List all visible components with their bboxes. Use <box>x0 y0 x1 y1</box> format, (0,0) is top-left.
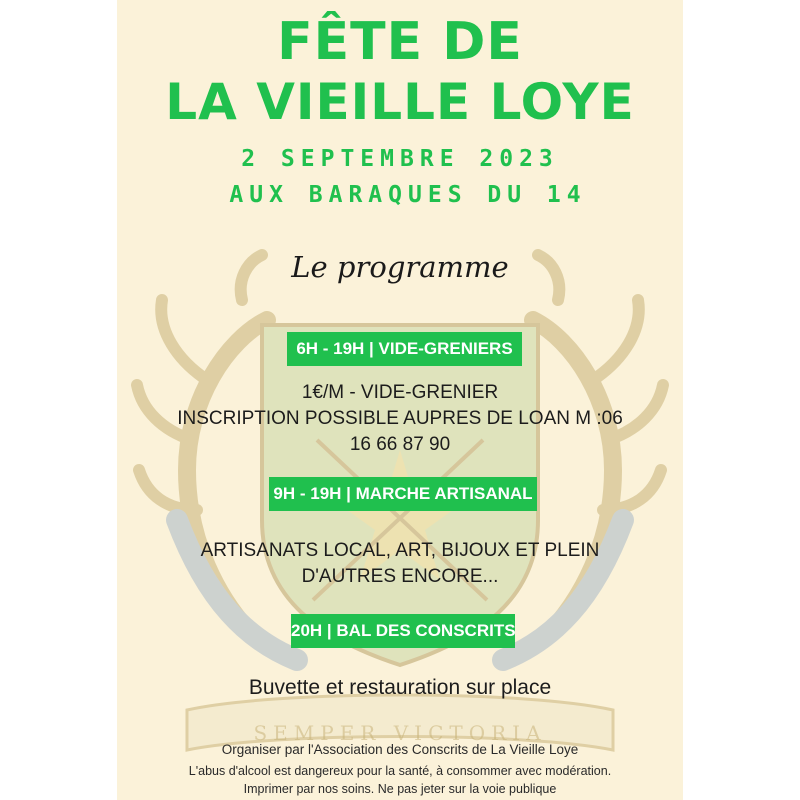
watermark-motto-text: SEMPER VICTORIA <box>253 721 547 745</box>
vide-greniers-description <box>117 380 683 458</box>
alcohol-warning: L'abus d'alcool est dangereux pour la santé, à consommer avec modération. <box>188 764 612 778</box>
print-note: Imprimer par nos soins. Ne pas jeter sur la voie publique <box>243 782 557 796</box>
title-line-2: LA VIEILLE LOYE <box>165 73 635 131</box>
description-line: D'AUTRES ENCORE... <box>301 566 499 587</box>
schedule-badge-marche-artisanal: 9H - 19H | MARCHE ARTISANAL <box>269 477 537 511</box>
organiser-credit: Organiser par l'Association des Conscrits de La Vieille Loye <box>221 742 579 757</box>
event-location: AUX BARAQUES DU 14 <box>229 182 587 208</box>
description-line: INSCRIPTION POSSIBLE AUPRES DE LOAN M :06 <box>177 408 623 429</box>
marche-artisanal-description <box>117 538 683 590</box>
schedule-badge-bal-des-conscrits: 20H | BAL DES CONSCRITS <box>291 614 515 648</box>
description-line: 1€/M - VIDE-GRENIER <box>301 382 499 403</box>
poster-content <box>117 0 683 800</box>
event-date: 2 SEPTEMBRE 2023 <box>241 146 559 172</box>
programme-heading: Le programme <box>291 250 509 284</box>
description-line: 16 66 87 90 <box>349 434 451 455</box>
schedule-badge-vide-greniers: 6H - 19H | VIDE-GRENIERS <box>287 332 522 366</box>
description-line: ARTISANATS LOCAL, ART, BIJOUX ET PLEIN <box>200 540 600 561</box>
event-poster <box>117 0 683 800</box>
buvette-note: Buvette et restauration sur place <box>248 676 552 699</box>
title-line-1: FÊTE DE <box>277 12 523 72</box>
